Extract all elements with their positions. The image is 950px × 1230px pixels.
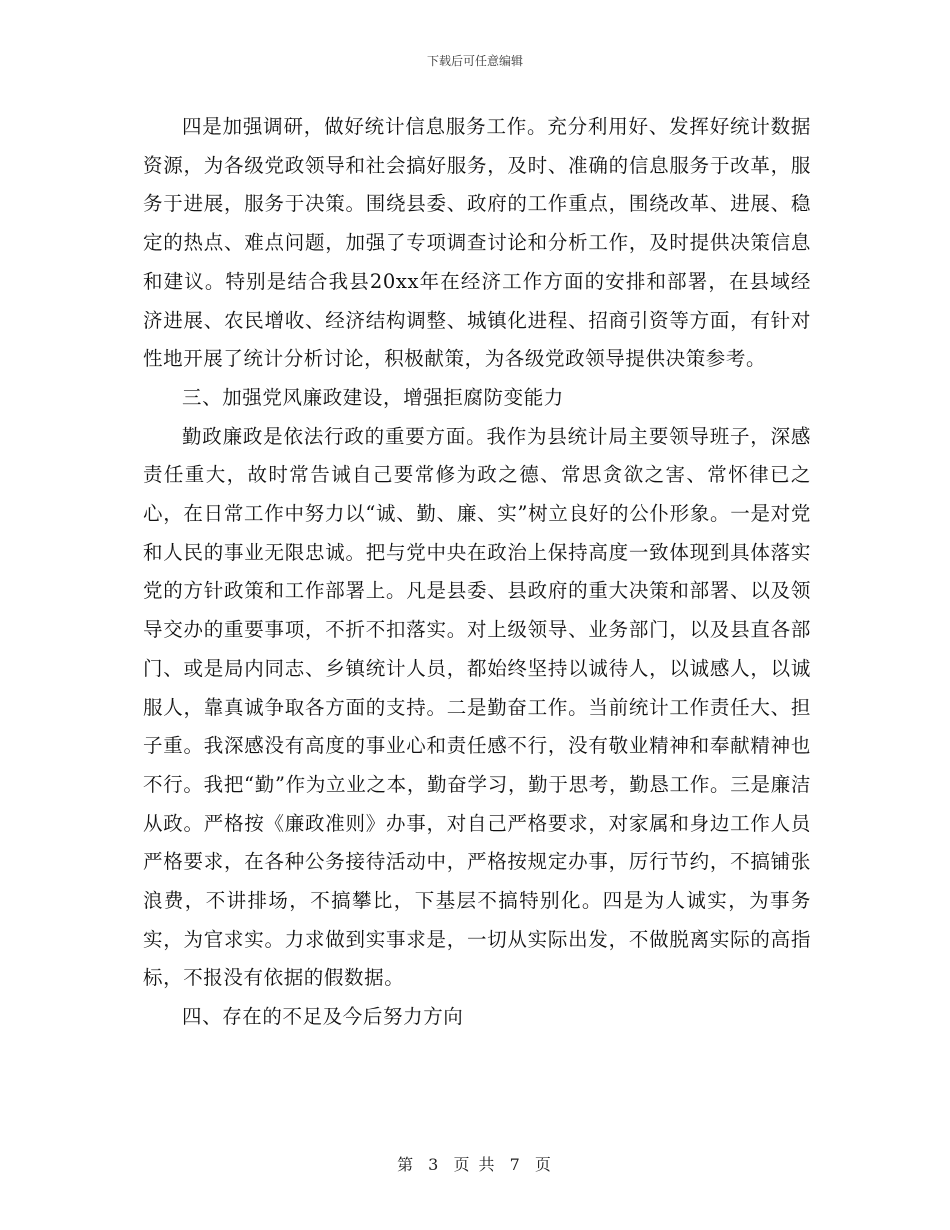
header-text: 下载后可任意编辑 bbox=[426, 54, 523, 68]
paragraph-research: 四是加强调研，做好统计信息服务工作。充分利用好、发挥好统计数据资源，为各级党政领导和社会搞好服务，及时、准确的信息服务于改革，服务于进展，服务于决策。围绕县委、政府的工作重点，围绕改革、进展、稳定的热点、难点问题，加强了专项调查讨论和分析工作，及时提供决策信息和建议。特别是结合我县20xx年在经济工作方面的安排和部署，在县域经济进展、农民增收、经济结构调整、城镇化进程、招商引资等方面，有针对性地开展了统计分析讨论，积极献策，为各级党政领导提供决策参考。 bbox=[143, 115, 811, 371]
section-heading-4: 四、存在的不足及今后努力方向 bbox=[182, 1005, 464, 1029]
footer-total-pages: 7 bbox=[509, 1155, 522, 1174]
page-footer bbox=[0, 1152, 950, 1175]
footer-middle: 页 共 bbox=[453, 1155, 497, 1174]
section-heading-3: 三、加强党风廉政建设，增强拒腐防变能力 bbox=[182, 385, 564, 409]
paragraph-integrity: 勤政廉政是依法行政的重要方面。我作为县统计局主要领导班子，深感责任重大，故时常告诫自己要常修为政之德、常思贪欲之害、常怀律已之心，在日常工作中努力以“诚、勤、廉、实”树立良好的公仆形象。一是对党和人民的事业无限忠诚。把与党中央在政治上保持高度一致体现到具体落实党的方针政策和工作部署上。凡是县委、县政府的重大决策和部署、以及领导交办的重要事项，不折不扣落实。对上级领导、业务部门，以及县直各部门、或是局内同志、乡镇统计人员，都始终坚持以诚待人，以诚感人，以诚服人，靠真诚争取各方面的支持。二是勤奋工作。当前统计工作责任大、担子重。我深感没有高度的事业心和责任感不行，没有敬业精神和奉献精神也不行。我把“勤”作为立业之本，勤奋学习，勤于思考，勤恳工作。三是廉洁从政。严格按《廉政准则》办事，对自己严格要求，对家属和身边工作人员严格要求，在各种公务接待活动中，严格按规定办事，厉行节约，不搞铺张浪费，不讲排场，不搞攀比，下基层不搞特别化。四是为人诚实，为事务实，为官求实。力求做到实事求是，一切从实际出发，不做脱离实际的高指标，不报没有依据的假数据。 bbox=[143, 424, 811, 990]
footer-current-page: 3 bbox=[428, 1155, 441, 1174]
page-header bbox=[0, 52, 950, 69]
document-body bbox=[143, 108, 811, 1037]
footer-prefix: 第 bbox=[397, 1155, 416, 1174]
footer-suffix: 页 bbox=[534, 1155, 553, 1174]
